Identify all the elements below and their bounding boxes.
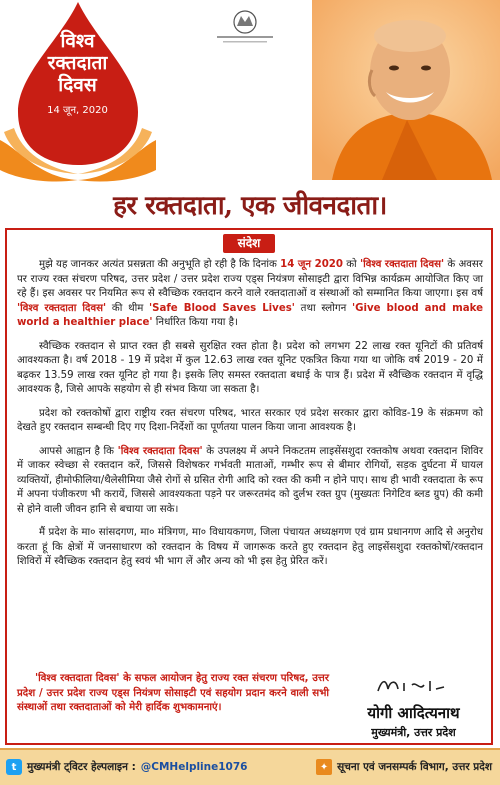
footer-department <box>316 759 492 775</box>
paragraph-1 <box>17 258 483 331</box>
up-government-emblem-icon <box>213 8 277 50</box>
signature-block <box>346 675 481 740</box>
p1-text-f: निर्धारित किया गया है। <box>155 317 238 328</box>
p1-day-name: 'विश्व रक्तदाता दिवस' <box>359 259 445 270</box>
helpline-handle[interactable]: @CMHelpline1076 <box>140 761 248 773</box>
p1-text-e: तथा स्लोगन <box>300 302 347 314</box>
chief-minister-portrait <box>312 0 500 180</box>
p1-date: 14 जून 2020 <box>280 259 343 270</box>
p1-text-c: के अवसर पर राज्य रक्त संचरण परिषद, उत्तर प्रदेश / उत्तर प्रदेश राज्य एड्स नियंत्रण सोसाइटी द्वारा विभिन्न कार्यक्रम आयोजित किए जा रहे हैं। इस अवसर पर नियमित रूप से स्वैच्छिक रक्तदान करने वाले रक्तदाताओं व संस्थाओं को सम्मानित किया जाएगा। इस वर्ष <box>17 259 483 299</box>
paragraph-4 <box>17 445 483 518</box>
footer-helpline <box>6 759 247 775</box>
campaign-date: 14 जून, 2020 <box>47 105 108 116</box>
campaign-title-line2: रक्तदाता <box>47 52 108 74</box>
p1-text-a: मुझे यह जानकर अत्यंत प्रसन्नता की अनुभूति हो रही है कि दिनांक <box>39 259 277 270</box>
signatory-name: योगी आदित्यनाथ <box>367 704 460 722</box>
campaign-title <box>0 30 155 116</box>
message-body <box>17 258 483 579</box>
p4-text-a: आपसे आह्वान है कि <box>39 445 114 457</box>
p1-theme: 'Safe Blood Saves Lives' <box>149 302 295 314</box>
p4-day-name: 'विश्व रक्तदाता दिवस' <box>117 445 203 457</box>
paragraph-5: मैं प्रदेश के मा० सांसदगण, मा० मंत्रिगण, मा० विधायकगण, जिला पंचायत अध्यक्षगण एवं ग्राम प्रधानगण आदि से अनुरोध करता हूं कि क्षेत्रों में जनसाधारण को रक्तदान के विषय में जागरूक करते हुए रक्तदान हेतु लाइसेंसशुदा रक्तकोषों/रक्तदान शिविरों में स्वैच्छिक रक्तदान हेतु स्वयं भी भाग लें और अन्य को भी इस हेतु प्रेरित करें। <box>17 527 483 567</box>
page-headline: हर रक्तदाता, एक जीवनदाता। <box>113 191 387 221</box>
campaign-title-line3: दिवस <box>58 74 97 96</box>
footer-bar <box>0 748 500 785</box>
handwritten-signature <box>374 675 454 697</box>
p1-text-b: को <box>346 259 357 270</box>
paragraph-2: स्वैच्छिक रक्तदान से प्राप्त रक्त ही सबसे सुरक्षित रक्त होता है। प्रदेश को लगभग 22 लाख रक्त यूनिटों की प्रतिवर्ष आवश्यकता है। वर्ष 2018 - 19 में प्रदेश में कुल 12.63 लाख रक्त यूनिट एकत्रित किया गया था जोकि वर्ष 2019 - 20 में बढ़कर 13.59 लाख रक्त यूनिट हो गया है। इसके लिए समस्त रक्तदाता बधाई के पात्र हैं। प्रदेश में स्वैच्छिक रक्तदान में वृद्धि आवश्यक है, जिसे आपके सहयोग से ही संभव किया जा सकता है। <box>17 340 483 395</box>
message-tag: संदेश <box>223 234 275 253</box>
department-logo-icon: ✦ <box>316 759 332 775</box>
campaign-title-line1: विश्व <box>60 30 95 52</box>
department-name: सूचना एवं जनसम्पर्क विभाग, उत्तर प्रदेश <box>337 761 492 773</box>
p4-text-b: के उपलक्ष्य में अपने निकटतम लाइसेंसशुदा रक्तकोष अथवा रक्तदान शिविर में जाकर स्वेच्छा से रक्तदान करें, जिससे विशेषकर गर्भवती माताओं, गम्भीर रूप से बीमार रोगियों, सड़क दुर्घटना में घायल व्यक्तियों, हीमोफीलिया/थैलेसीमिया जैसे रोगों से ग्रसित रोगी आदि को रक्त की कमी न होने पाए। साथ ही भावी रक्तदाता के रूप में अपना पंजीकरण भी करायें, जिससे आवश्यकता पड़ने पर जरूरतमंद को दुर्लभ रक्त ग्रुप (मुख्यतः निगेटिव ब्लड ग्रुप) की कमी से होने वाली जीवन हानि से बचाया जा सके। <box>17 445 483 515</box>
helpline-label: मुख्यमंत्री ट्विटर हेल्पलाइन : <box>27 761 136 773</box>
closing-greeting: 'विश्व रक्तदाता दिवस' के सफल आयोजन हेतु राज्य रक्त संचरण परिषद, उत्तर प्रदेश / उत्तर प्रदेश राज्य एड्स नियंत्रण सोसाइटी एवं सहयोग प्रदान करने वाली सभी संस्थाओं तथा रक्तदाताओं को मेरी हार्दिक शुभकामनाएं। <box>17 673 329 713</box>
p1-text-d: की थीम <box>111 302 144 314</box>
twitter-icon: t <box>6 759 22 775</box>
header-banner <box>0 0 500 185</box>
paragraph-3: प्रदेश को रक्तकोषों द्वारा राष्ट्रीय रक्त संचरण परिषद, भारत सरकार एवं प्रदेश सरकार द्वारा कोविड-19 के संक्रमण को देखते हुए रक्तदान सम्बन्धी दिए गए दिशा-निर्देशों का पूर्णतया पालन किया जाना आवश्यक है। <box>17 407 483 433</box>
p1-day-name-2: 'विश्व रक्तदाता दिवस' <box>17 302 107 314</box>
signatory-designation: मुख्यमंत्री, उत्तर प्रदेश <box>371 726 456 739</box>
p1-slogan: 'Give blood and make world a healthier place' <box>17 302 484 328</box>
